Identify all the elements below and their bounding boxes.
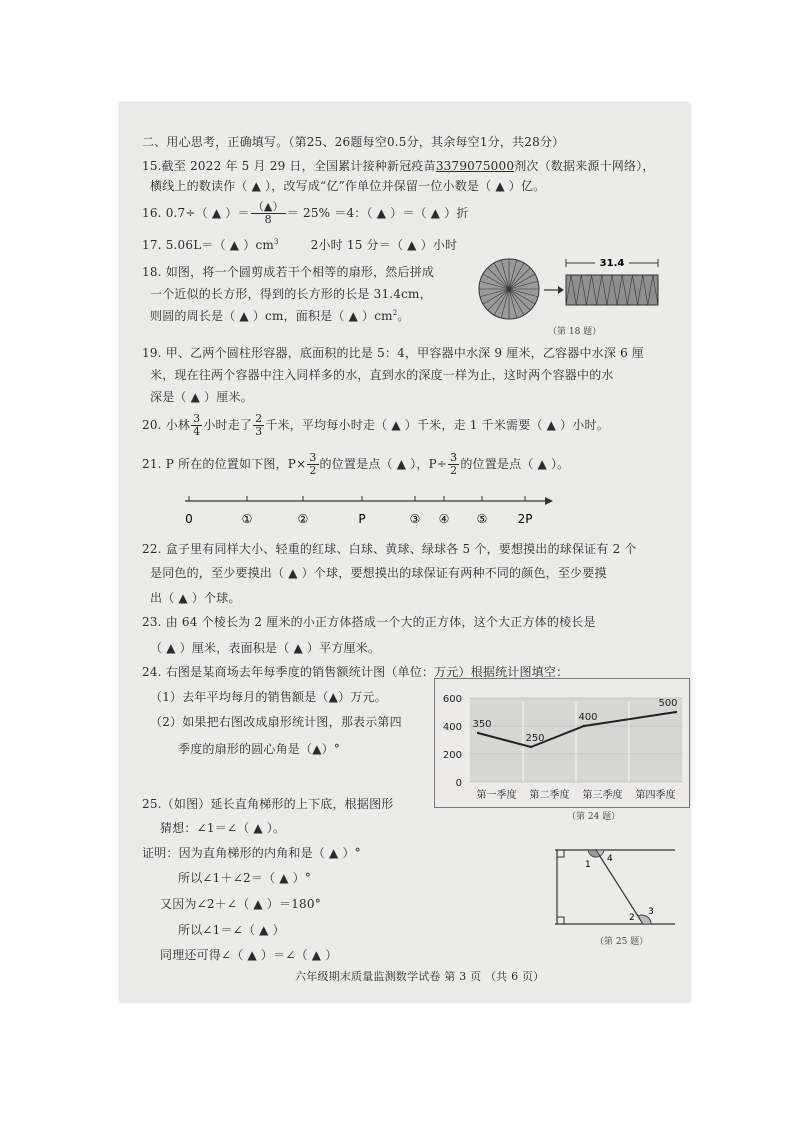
q19-line3: 深是（ ▲ ）厘米。 <box>150 390 253 404</box>
q20-text2: 小时走了 <box>203 418 253 432</box>
angle-label-2: 2 <box>629 913 635 923</box>
q15-text: 15.截至 2022 年 5 月 29 日，全国累计接种新冠疫苗 <box>142 159 436 173</box>
q18-sup: 2 <box>392 309 398 317</box>
q21-text2: 的位置是点（ ▲ ），P÷ <box>319 457 448 471</box>
q17-sup: 3 <box>273 238 279 246</box>
sales-line-chart <box>434 678 690 808</box>
q16-denominator: 8 <box>264 213 272 226</box>
q21-fraction2 <box>448 452 459 477</box>
q20-num2: 2 <box>255 412 263 425</box>
y-tick-label: 600 <box>442 694 462 705</box>
q15-text2: 剂次（数据来源十网络）， <box>514 159 655 173</box>
q15-line2: 横线上的数读作（ ▲ ），改写成“亿”作单位并保留一位小数是（ ▲ ）亿。 <box>150 179 546 193</box>
approx-rectangle-diagram <box>566 256 658 305</box>
q25-line3: 证明：因为直角梯形的内角和是（ ▲ ）° <box>142 846 361 860</box>
q22-line1: 22. 盒子里有同样大小、轻重的红球、白球、黄球、绿球各 5 个，要想摸出的球保证有 2 个 <box>142 542 637 556</box>
y-tick-label: 200 <box>442 750 462 761</box>
number-line-label: ④ <box>438 512 450 526</box>
q20 <box>142 413 609 438</box>
q16-fraction <box>251 201 286 226</box>
q21-den1: 2 <box>309 464 317 477</box>
y-tick-label: 400 <box>442 722 462 733</box>
q18-line1: 18. 如图，将一个圆剪成若干个相等的扇形，然后拼成 <box>142 265 435 279</box>
q16-text: 16. 0.7÷（ ▲ ）＝ <box>142 206 250 220</box>
page-footer: 六年级期末质量监测数学试卷 第 3 页 （共 6 页） <box>295 970 545 983</box>
exam-page <box>120 103 690 1002</box>
q18-end: 。 <box>397 309 410 323</box>
arrow-icon <box>545 497 553 505</box>
number-line-label: ③ <box>409 512 421 526</box>
q19-line1: 19. 甲、乙两个圆柱形容器，底面积的比是 5：4，甲容器中水深 9 厘米，乙容器中水深 6 厘 <box>142 346 645 360</box>
q18-line3 <box>150 307 410 324</box>
q21-num2: 3 <box>450 451 458 464</box>
number-line-label: ② <box>297 512 309 526</box>
q25-line1: 25.（如图）延长直角梯形的上下底，根据图形 <box>142 797 394 811</box>
q16-numerator: （▲） <box>252 200 284 213</box>
q25-line5: 又因为∠2＋∠（ ▲ ）＝180° <box>160 897 321 911</box>
q15-line1 <box>142 157 655 174</box>
number-line-label: 0 <box>185 512 193 526</box>
q24-line4: 季度的扇形的圆心角是（▲）° <box>178 742 341 756</box>
angle-label-1: 1 <box>585 860 591 870</box>
data-point <box>583 725 585 727</box>
x-tick-label: 第一季度 <box>476 790 517 801</box>
q18-line2: 一个近似的长方形，得到的长方形的长是 31.4cm， <box>150 287 432 301</box>
angle-label-3: 3 <box>648 907 654 917</box>
q18-caption: （第 18 题） <box>548 327 602 337</box>
data-label: 250 <box>525 733 545 744</box>
q22-line3: 出（ ▲ ）个球。 <box>150 591 241 605</box>
q24-line1: 24. 右图是某商场去年每季度的销售额统计图（单位：万元）根据统计图填空： <box>142 665 569 679</box>
right-angle-mark <box>557 917 564 924</box>
data-label: 350 <box>472 719 492 730</box>
q21 <box>142 452 569 477</box>
q25-line7: 同理还可得∠（ ▲ ）＝∠（ ▲ ） <box>160 948 338 962</box>
q22-line2: 是同色的，至少要摸出（ ▲ ）个球，要想摸出的球保证有两种不同的颜色，至少要摸 <box>150 566 607 580</box>
data-point <box>675 711 677 713</box>
q18-text: 则圆的周长是（ ▲ ）cm，面积是（ ▲ ）cm <box>150 309 393 323</box>
q21-fraction1 <box>307 452 318 477</box>
q20-fraction1 <box>191 413 202 438</box>
q20-den2: 3 <box>255 425 263 438</box>
q24-caption: （第 24 题） <box>567 812 621 822</box>
number-line-label: ① <box>241 512 253 526</box>
x-tick-label: 第四季度 <box>635 790 676 801</box>
circle-sectors-diagram <box>479 259 539 319</box>
angle-label-4: 4 <box>607 854 613 864</box>
q17-text: 17. 5.06L＝（ ▲ ）cm <box>142 238 274 252</box>
q21-text: 21. P 所在的位置如下图，P× <box>142 457 307 471</box>
q16 <box>142 201 469 226</box>
q17-text2: 2小时 15 分＝（ ▲ ）小时 <box>310 238 458 252</box>
y-tick-label: 0 <box>455 778 462 789</box>
q16-text2: ＝ 25% ＝4：（ ▲ ）＝（ ▲ ）折 <box>286 206 469 220</box>
x-tick-label: 第三季度 <box>582 790 623 801</box>
arrow-icon <box>544 286 564 294</box>
q25-line4: 所以∠1＋∠2＝（ ▲ ）° <box>178 871 312 885</box>
q20-fraction2 <box>253 413 264 438</box>
q17 <box>142 236 457 253</box>
q24-line3: （2）如果把右图改成扇形统计图，那表示第四 <box>150 715 402 729</box>
q20-text: 20. 小林 <box>142 418 191 432</box>
q20-text3: 千米，平均每小时走（ ▲ ）千米，走 1 千米需要（ ▲ ）小时。 <box>265 418 609 432</box>
right-angle-mark <box>557 850 564 857</box>
q20-num1: 3 <box>193 412 201 425</box>
number-line-label: P <box>358 512 366 526</box>
q18-figure <box>478 253 668 328</box>
x-tick-label: 第二季度 <box>529 790 570 801</box>
q23-line1: 23. 由 64 个棱长为 2 厘米的小正方体搭成一个大的正方体，这个大正方体的棱长是 <box>142 615 596 629</box>
q19-line2: 米，现在往两个容器中注入同样多的水，直到水的深度一样为止，这时两个容器中的水 <box>150 368 614 382</box>
trapezoid-diagram <box>545 840 685 940</box>
q21-text3: 的位置是点（ ▲ ）。 <box>460 457 570 471</box>
number-line <box>175 491 565 527</box>
number-line-label: ⑤ <box>476 512 488 526</box>
q20-den1: 4 <box>193 425 201 438</box>
section-title: 二、用心思考，正确填写。（第25、26题每空0.5分，其余每空1分，共28分） <box>142 135 565 149</box>
q21-num1: 3 <box>309 451 317 464</box>
data-point <box>477 732 479 734</box>
data-label: 500 <box>658 698 678 709</box>
q25-caption: （第 25 题） <box>595 937 649 947</box>
data-label: 400 <box>578 712 598 723</box>
q24-line2: （1）去年平均每月的销售额是（▲）万元。 <box>150 690 387 704</box>
q25-line2: 猜想：∠1＝∠（ ▲ ）。 <box>160 821 286 835</box>
q15-number: 3379075000 <box>435 159 515 173</box>
q25-line6: 所以∠1＝∠（ ▲ ） <box>178 923 285 937</box>
data-point <box>530 746 532 748</box>
number-line-label: 2P <box>517 512 533 526</box>
q23-line2: （ ▲ ）厘米，表面积是（ ▲ ）平方厘米。 <box>150 641 381 655</box>
rect-length-label: 31.4 <box>599 258 625 269</box>
q21-den2: 2 <box>450 464 458 477</box>
